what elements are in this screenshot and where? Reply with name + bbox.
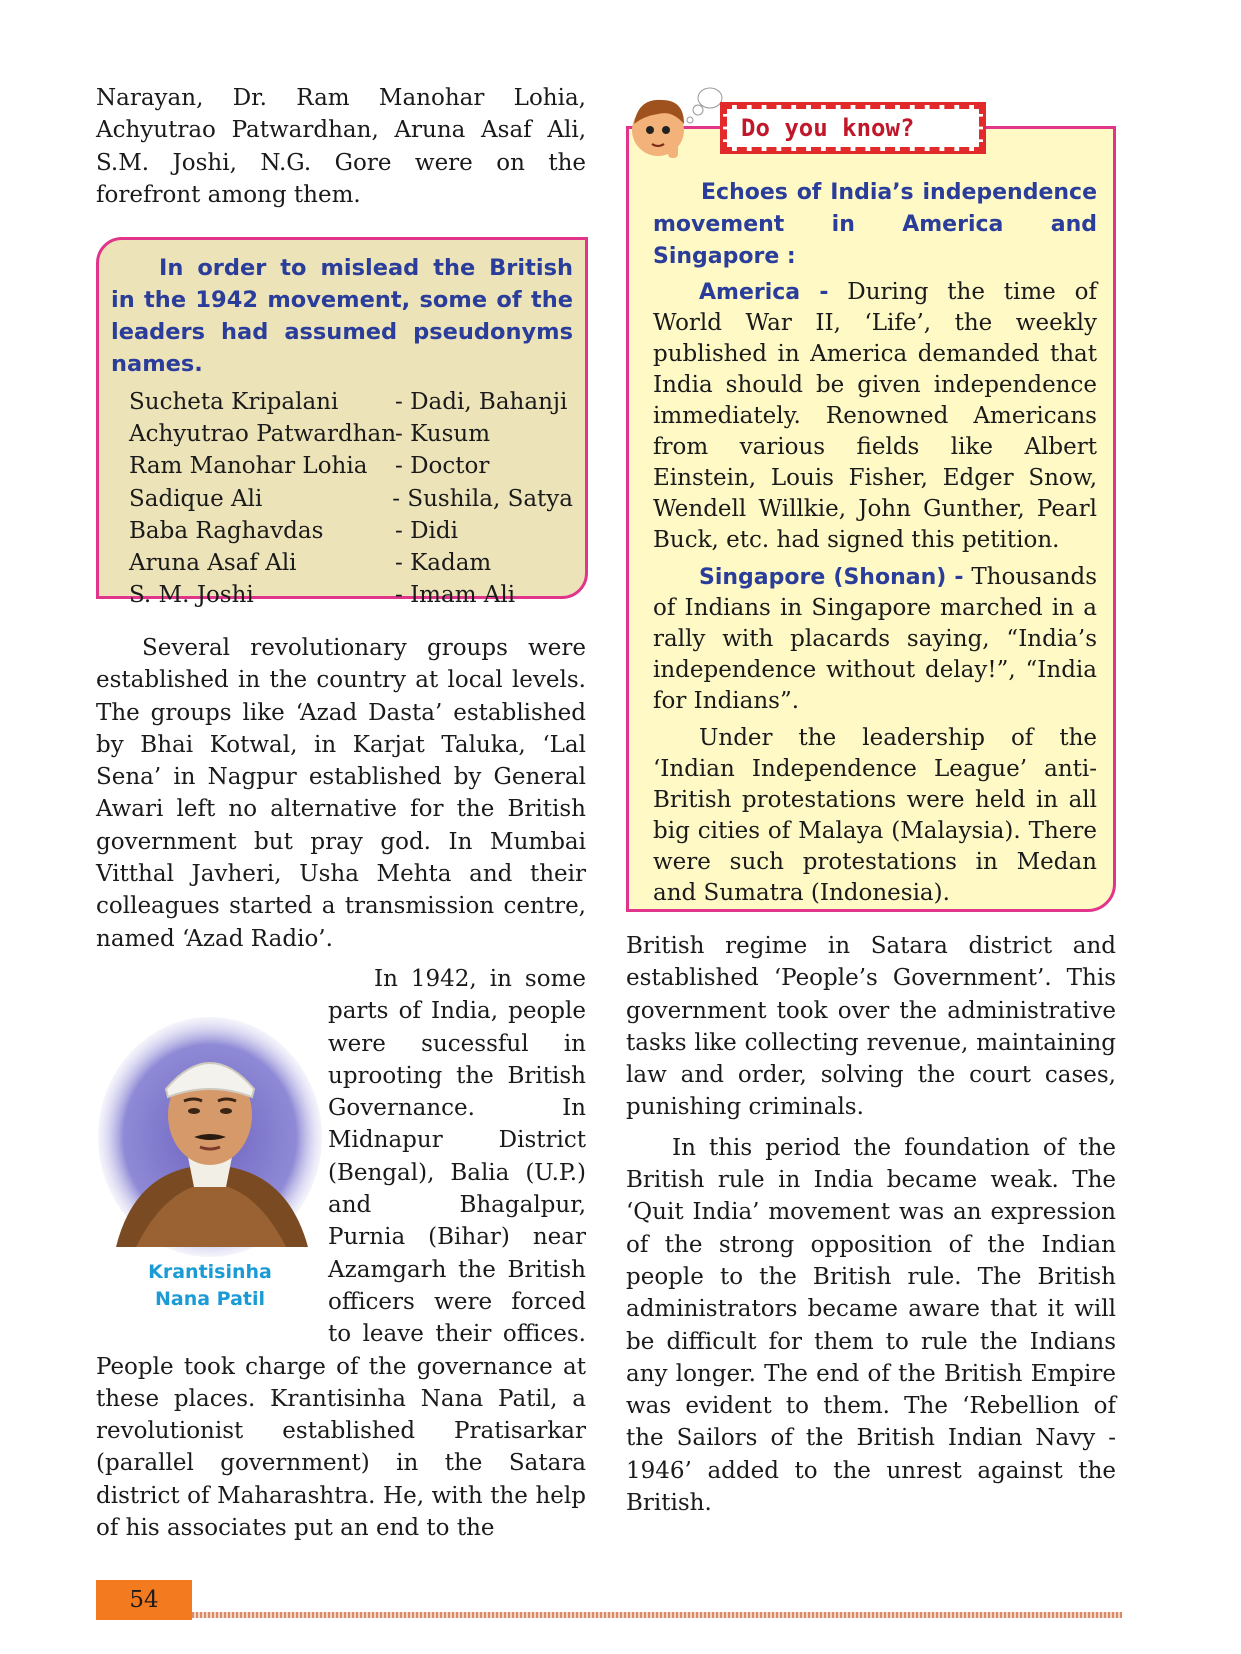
left-column-body [96,632,586,1544]
intro-paragraph: Narayan, Dr. Ram Manohar Lohia, Achyutrao Patwardhan, Aruna Asaf Ali, S.M. Joshi, N.G. Gore were on the forefront among them. [96,85,586,208]
footer-rule [192,1612,1122,1618]
pseudonym-box-intro: In order to mislead the British in the 1942 movement, some of the leaders had assumed pseudonyms names. [111,255,573,377]
pseudonym-row [111,450,573,482]
leader-name: S. M. Joshi [129,582,254,609]
caption-line-2: Nana Patil [154,1287,266,1310]
do-you-know-heading: Echoes of India’s independence movement in America and Singapore : [653,180,1097,269]
singapore-lead: Singapore (Shonan) - [699,565,964,590]
left-column-intro [96,82,586,211]
do-you-know-title: Do you know? [722,104,984,152]
leader-alias: - Sushila, Satya [392,485,573,512]
leader-name: Sadique Ali [129,485,263,512]
nana-patil-portrait [96,997,324,1259]
america-lead: America - [699,280,829,305]
pseudonym-box [96,237,588,609]
leader-name: Ram Manohar Lohia [129,453,368,480]
leader-alias: - Imam Ali [395,582,516,609]
america-paragraph [653,277,1097,556]
caption-line-1: Krantisinha [148,1260,272,1283]
leader-alias: - Kusum [395,421,490,448]
portrait-caption [96,1259,324,1313]
leader-alias: - Doctor [395,453,490,480]
leader-alias: - Kadam [395,550,492,577]
do-you-know-box [626,126,1116,912]
singapore-text: Thousands of Indians in Singapore marched in a rally with placards saying, “India’s independence without delay!”, “India for Indians”. [653,564,1098,714]
singapore-paragraph [653,562,1097,717]
pseudonym-row [111,547,573,579]
portrait-figure [96,997,324,1323]
leader-name: Achyutrao Patwardhan [129,421,397,448]
pseudonym-row [111,418,573,450]
pseudonym-row [111,515,573,547]
do-you-know-content [653,177,1097,915]
pseudonym-row [111,386,573,418]
leader-name: Sucheta Kripalani [129,389,339,415]
leader-alias: - Didi [395,517,458,544]
right-column-body [626,930,1116,1519]
satara-regime-paragraph: British regime in Satara district and established ‘People’s Government’. This government took over the administrative tasks like collecting revenue, maintaining law and order, solving the court cases, punishing criminals. [626,933,1116,1121]
league-paragraph: Under the leadership of the ‘Indian Independence League’ anti-British protestations were held in all big cities of Malaya (Malaysia). There were such protestations in Medan and Sumatra (Indonesia). [653,725,1097,906]
thinking-boy-icon [628,84,724,162]
page-number: 54 [96,1580,192,1620]
leader-alias: - Dadi, Bahanji [395,389,568,415]
revolutionary-groups-paragraph: Several revolutionary groups were established in the country at local levels. The groups like ‘Azad Dasta’ established by Bhai Kotwal, in Karjat Taluka, ‘Lal Sena’ in Nagpur established by General Awari left no alternative for the British government but pray god. In Mumbai Vitthal Javheri, Usha Mehta and their colleagues started a transmission centre, named ‘Azad Radio’. [96,635,586,952]
pseudonym-row [111,579,573,611]
america-text: During the time of World War II, ‘Life’, the weekly published in America demanded that India should be given independence immediately. Renowned Americans from various fields like Albert Einstein, Louis Fisher, Edger Snow, Wendell Willkie, John Gunther, Pearl Buck, etc. had signed this petition. [653,279,1097,553]
pseudonym-row [111,483,573,515]
leader-name: Aruna Asaf Ali [129,550,297,577]
british-rule-weak-paragraph: In this period the foundation of the British rule in India became weak. The ‘Quit India’ movement was an expression of the strong opposition of the Indian people to the British rule. The British administrators became aware that it will be difficult for them to rule the Indians any longer. The end of the British Empire was evident to them. The ‘Rebellion of the Sailors of the British Indian Navy - 1946’ added to the unrest against the British. [626,1134,1116,1517]
leader-name: Baba Raghavdas [129,517,324,544]
year-1942-paragraph: In 1942, in some parts of India, people were sucessful in uprooting the British Governance. In Midnapur District (Bengal), Balia (U.P.) and Bhagalpur, Purnia (Bihar) near Azamgarh the British officers were forced to leave their offices. People took charge of the governance at these places. Krantisinha Nana Patil, a revolutionist established Pratisarkar (parallel government) in the Satara district of Maharashtra. He, with the help of his associates put an end to the [96,965,586,1542]
